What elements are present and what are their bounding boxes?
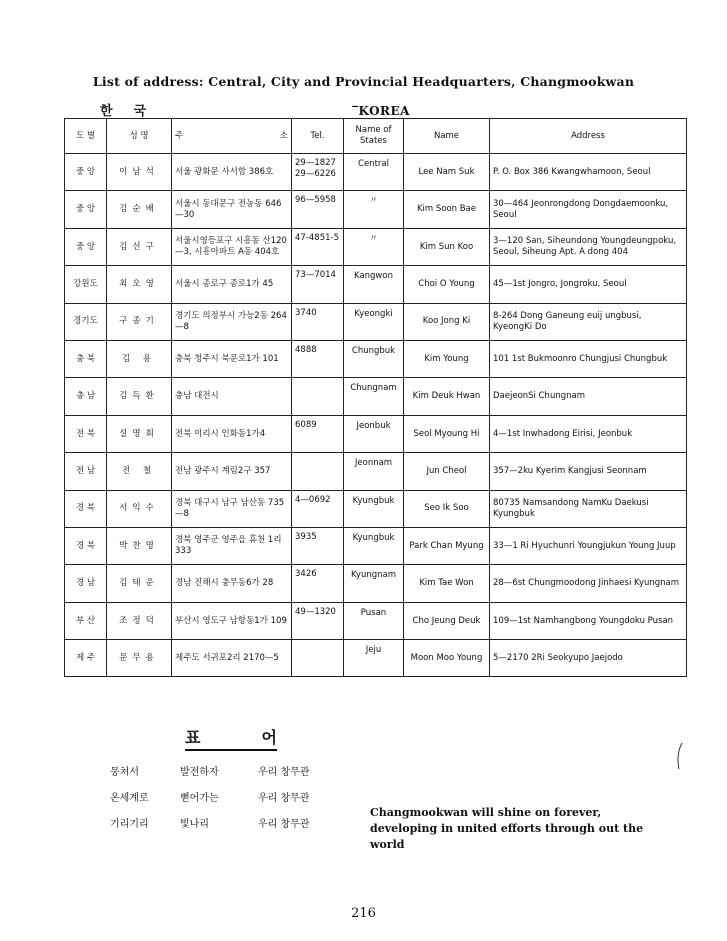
cell-address: 45—1st Jongro, Jongroku, Seoul [490,266,687,303]
cell-name-kr: 최오영 [107,266,172,303]
cell-region: 중 앙 [65,191,107,228]
cell-name: Kim Deuk Hwan [404,378,490,415]
cell-address-kr: 경남 진해시 충무동6가 28 [172,565,292,602]
slogan-title-char: 어 [261,728,277,747]
cell-name-kr: 조정덕 [107,602,172,639]
cell-address: 357—2ku Kyerim Kangjusi Seonnam [490,453,687,490]
cell-name: Seol Myoung Hi [404,415,490,452]
table-row [65,565,687,602]
cell-name: Kim Sun Koo [404,228,490,265]
dash-mark: ‾ [352,104,359,118]
cell-state: Pusan [344,602,404,639]
cell-state: 〃 [344,228,404,265]
cell-name-kr: 서익수 [107,490,172,527]
cell-state: Kyungbuk [344,527,404,564]
header-address-kr [172,119,292,154]
cell-name: Choi O Young [404,266,490,303]
table-row [65,378,687,415]
cell-address-kr: 서울시 동대문구 전농동 646—30 [172,191,292,228]
section-heading-korea-en [352,104,410,118]
cell-name: Cho Jeung Deuk [404,602,490,639]
cell-name-kr: 구종기 [107,303,172,340]
slogan-word: 뭉쳐서 [110,767,139,778]
cell-address: 5—2170 2Ri Seokyupo Jaejodo [490,640,687,677]
cell-address-kr: 경북 영주군 영주읍 휴천 1리 333 [172,527,292,564]
cell-address: 8-264 Dong Ganeung euij ungbusi, KyeongKi Do [490,303,687,340]
cell-tel: 47-4851-5 [292,228,344,265]
table-row [65,340,687,377]
slogan-title-char: 표 [185,728,201,747]
cell-state: Jeonbuk [344,415,404,452]
cell-tel: 96—5958 [292,191,344,228]
cell-state: Kangwon [344,266,404,303]
table-row [65,527,687,564]
cell-name-kr: 김순배 [107,191,172,228]
slogan-word: 발전하자 [180,767,219,778]
slogan-line [110,812,340,838]
cell-name-kr: 문무용 [107,640,172,677]
cell-region: 전 남 [65,453,107,490]
stray-mark-icon [676,742,684,770]
slogan-line [110,760,340,786]
cell-state: 〃 [344,191,404,228]
cell-state: Kyungnam [344,565,404,602]
cell-tel: 4—0692 [292,490,344,527]
cell-tel: 3740 [292,303,344,340]
cell-tel [292,640,344,677]
page-title: List of address: Central, City and Provincial Headquarters, Changmookwan [92,74,635,89]
header-address: Address [490,119,687,154]
cell-tel: 29—1827 29—6226 [292,154,344,191]
cell-name-kr: 김선구 [107,228,172,265]
cell-name: Moon Moo Young [404,640,490,677]
cell-region: 경 북 [65,490,107,527]
cell-address-kr: 서울시 종로구 종로1가 45 [172,266,292,303]
cell-name: Kim Tae Won [404,565,490,602]
cell-region: 경 북 [65,527,107,564]
cell-address: DaejeonSi Chungnam [490,378,687,415]
section-heading-char: 국 [133,104,146,119]
cell-name: Lee Nam Suk [404,154,490,191]
cell-tel: 49—1320 [292,602,344,639]
cell-region: 강원도 [65,266,107,303]
cell-name-kr: 김태운 [107,565,172,602]
table-row [65,453,687,490]
slogan-word: 우리 창무관 [258,793,310,804]
cell-address-kr: 부산시 영도구 남항동1가 109 [172,602,292,639]
table-row [65,490,687,527]
cell-address-kr: 충북 청주시 북문로1가 101 [172,340,292,377]
cell-tel: 3935 [292,527,344,564]
cell-region: 부 산 [65,602,107,639]
cell-tel: 6089 [292,415,344,452]
slogan-word: 빛나리 [180,819,209,830]
cell-address-kr: 서울 광화문 사서함 386호 [172,154,292,191]
table-row [65,303,687,340]
cell-address-kr: 전북 이리시 인화동1가4 [172,415,292,452]
cell-address-kr: 전남 광주시 계림2구 357 [172,453,292,490]
cell-name: Kim Young [404,340,490,377]
cell-region: 중 앙 [65,228,107,265]
slogan-english: Changmookwan will shine on forever, developing in united efforts through out the world [370,806,644,851]
cell-state: Jeonnam [344,453,404,490]
slogan-word: 뻗어가는 [180,793,219,804]
cell-region: 충 북 [65,340,107,377]
cell-region: 중 앙 [65,154,107,191]
cell-address: 33—1 Ri Hyuchunri Youngjukun Young Juup [490,527,687,564]
cell-address-kr: 경기도 의정부시 가능2동 264—8 [172,303,292,340]
cell-name-kr: 설명회 [107,415,172,452]
header-tel: Tel. [292,119,344,154]
cell-address-kr: 서울시영등포구 시흥동 산120 —3, 시흥아파트 A동 404호 [172,228,292,265]
table-row [65,602,687,639]
cell-region: 충 남 [65,378,107,415]
cell-name: Koo Jong Ki [404,303,490,340]
table-row [65,191,687,228]
cell-region: 경기도 [65,303,107,340]
cell-address-kr: 경북 대구시 남구 남산동 735—8 [172,490,292,527]
header-address-kr-right: 소 [279,130,288,141]
cell-tel: 3426 [292,565,344,602]
cell-state: Jeju [344,640,404,677]
cell-name-kr: 박찬명 [107,527,172,564]
cell-address: 3—120 San, Siheundong Youngdeungpoku, Seoul, Siheung Apt. A dong 404 [490,228,687,265]
table-row [65,266,687,303]
cell-name: Park Chan Myung [404,527,490,564]
header-address-kr-left: 주 [175,130,184,141]
cell-name: Seo Ik Soo [404,490,490,527]
slogan-lines [110,760,340,838]
section-heading-label: KOREA [358,104,410,118]
cell-address: 28—6st Chungmoodong Jinhaesi Kyungnam [490,565,687,602]
slogan-word: 우리 창무관 [258,819,310,830]
slogan-line [110,786,340,812]
cell-state: Kyungbuk [344,490,404,527]
table-row [65,154,687,191]
cell-region: 제 주 [65,640,107,677]
cell-tel: 73—7014 [292,266,344,303]
cell-address: P. O. Box 386 Kwangwhamoon, Seoul [490,154,687,191]
cell-tel [292,453,344,490]
cell-address-kr: 제주도 서귀포2리 2170—5 [172,640,292,677]
cell-state: Chungnam [344,378,404,415]
cell-address: 109—1st Namhangbong Youngdoku Pusan [490,602,687,639]
table-header-row [65,119,687,154]
cell-name-kr: 김득환 [107,378,172,415]
page-number: 216 [351,906,376,921]
cell-address: 30—464 Jeonrongdong Dongdaemoonku, Seoul [490,191,687,228]
slogan-title [185,725,277,751]
cell-tel [292,378,344,415]
section-heading-korea-kr [100,100,146,119]
cell-name-kr: 전 철 [107,453,172,490]
cell-address: 4—1st Inwhadong Eirisi, Jeonbuk [490,415,687,452]
table-row [65,228,687,265]
cell-state: Kyeongki [344,303,404,340]
cell-name-kr: 김 용 [107,340,172,377]
slogan-word: 기리기리 [110,819,149,830]
header-name: Name [404,119,490,154]
table-row [65,640,687,677]
header-state: Name of States [344,119,404,154]
slogan-word: 우리 창무관 [258,767,310,778]
cell-name-kr: 이남석 [107,154,172,191]
header-region: 도 별 [65,119,107,154]
cell-tel: 4888 [292,340,344,377]
table-row [65,415,687,452]
cell-state: Chungbuk [344,340,404,377]
cell-state: Central [344,154,404,191]
cell-address-kr: 충남 대전시 [172,378,292,415]
cell-name: Jun Cheol [404,453,490,490]
slogan-word: 온세계로 [110,793,149,804]
cell-address: 101 1st Bukmoonro Chungjusi Chungbuk [490,340,687,377]
cell-region: 전 북 [65,415,107,452]
header-name-kr: 성 명 [107,119,172,154]
section-heading-char: 한 [100,104,113,119]
cell-region: 경 남 [65,565,107,602]
cell-name: Kim Soon Bae [404,191,490,228]
address-table [64,118,687,677]
cell-address: 80735 Namsandong NamKu Daekusi Kyungbuk [490,490,687,527]
